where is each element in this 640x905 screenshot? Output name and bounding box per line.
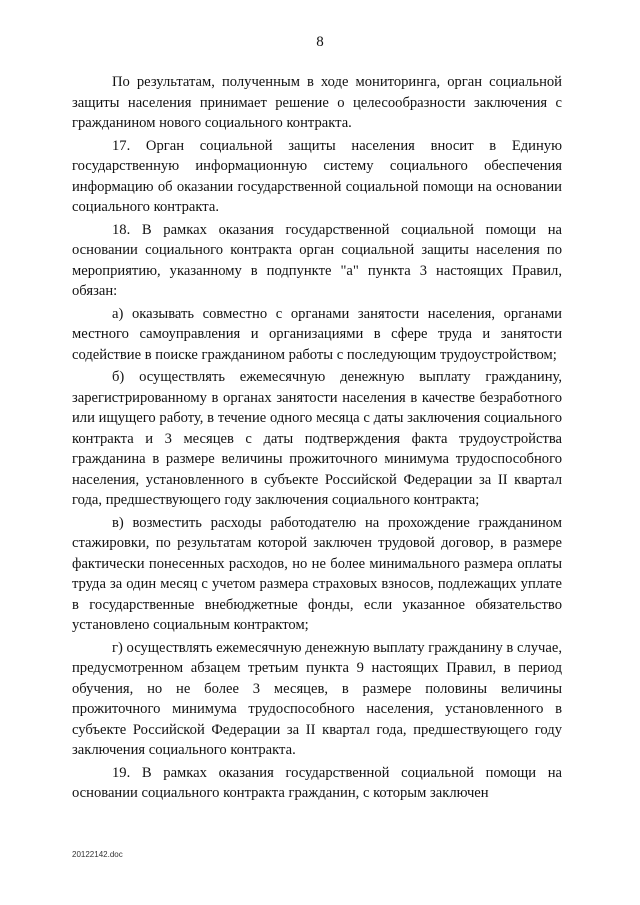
paragraph-item-17: 17. Орган социальной защиты населения вносит в Единую государственную информационную систему социального обеспечения информацию об оказании государственной социальной помощи на основании социального контракта.: [72, 137, 562, 215]
document-file-code: 20122142.doc: [72, 850, 123, 859]
paragraph-item-18-g: г) осуществлять ежемесячную денежную выплату гражданину в случае, предусмотренном абзацем третьим пункта 9 настоящих Правил, в период обучения, но не более 3 месяцев, в размере половины величины прожиточного минимума трудоспособного населения, установленного в субъекте Российской Федерации за II квартал года, предшествующего году заключения социального контракта.: [72, 639, 562, 758]
paragraph-item-18-v: в) возместить расходы работодателю на прохождение гражданином стажировки, по результатам которой заключен трудовой договор, в размере фактически понесенных расходов, но не более минимального размера оплаты труда за один месяц с учетом размера страховых взносов, подлежащих уплате в государственные внебюджетные фонды, если указанное обязательство установлено социальным контрактом;: [72, 514, 562, 633]
paragraph-monitoring-result: По результатам, полученным в ходе мониторинга, орган социальной защиты населения принимает решение о целесообразности заключения с гражданином нового социального контракта.: [72, 74, 562, 131]
paragraph-item-18-a: а) оказывать совместно с органами занятости населения, органами местного самоуправления и организациями в сфере труда и занятости содействие в поиске гражданином работы с последующим трудоустройством;: [72, 305, 562, 363]
document-body: [72, 72, 562, 806]
page-number: 8: [316, 34, 324, 50]
paragraph-item-19: 19. В рамках оказания государственной социальной помощи на основании социального контракта гражданин, с которым заключен: [72, 764, 562, 801]
paragraph-item-18: 18. В рамках оказания государственной социальной помощи на основании социального контракта орган социальной защиты населения по мероприятию, указанному в подпункте "а" пункта 3 настоящих Правил, обязан:: [72, 221, 562, 299]
paragraph-item-18-b: б) осуществлять ежемесячную денежную выплату гражданину, зарегистрированному в органах занятости населения в качестве безработного или ищущего работу, в течение одного месяца с даты заключения социального контракта и 3 месяцев с даты подтверждения факта трудоустройства гражданина в размере величины прожиточного минимума трудоспособного населения, установленного в субъекте Российской Федерации за II квартал года, предшествующего году заключения социального контракта;: [72, 369, 562, 508]
